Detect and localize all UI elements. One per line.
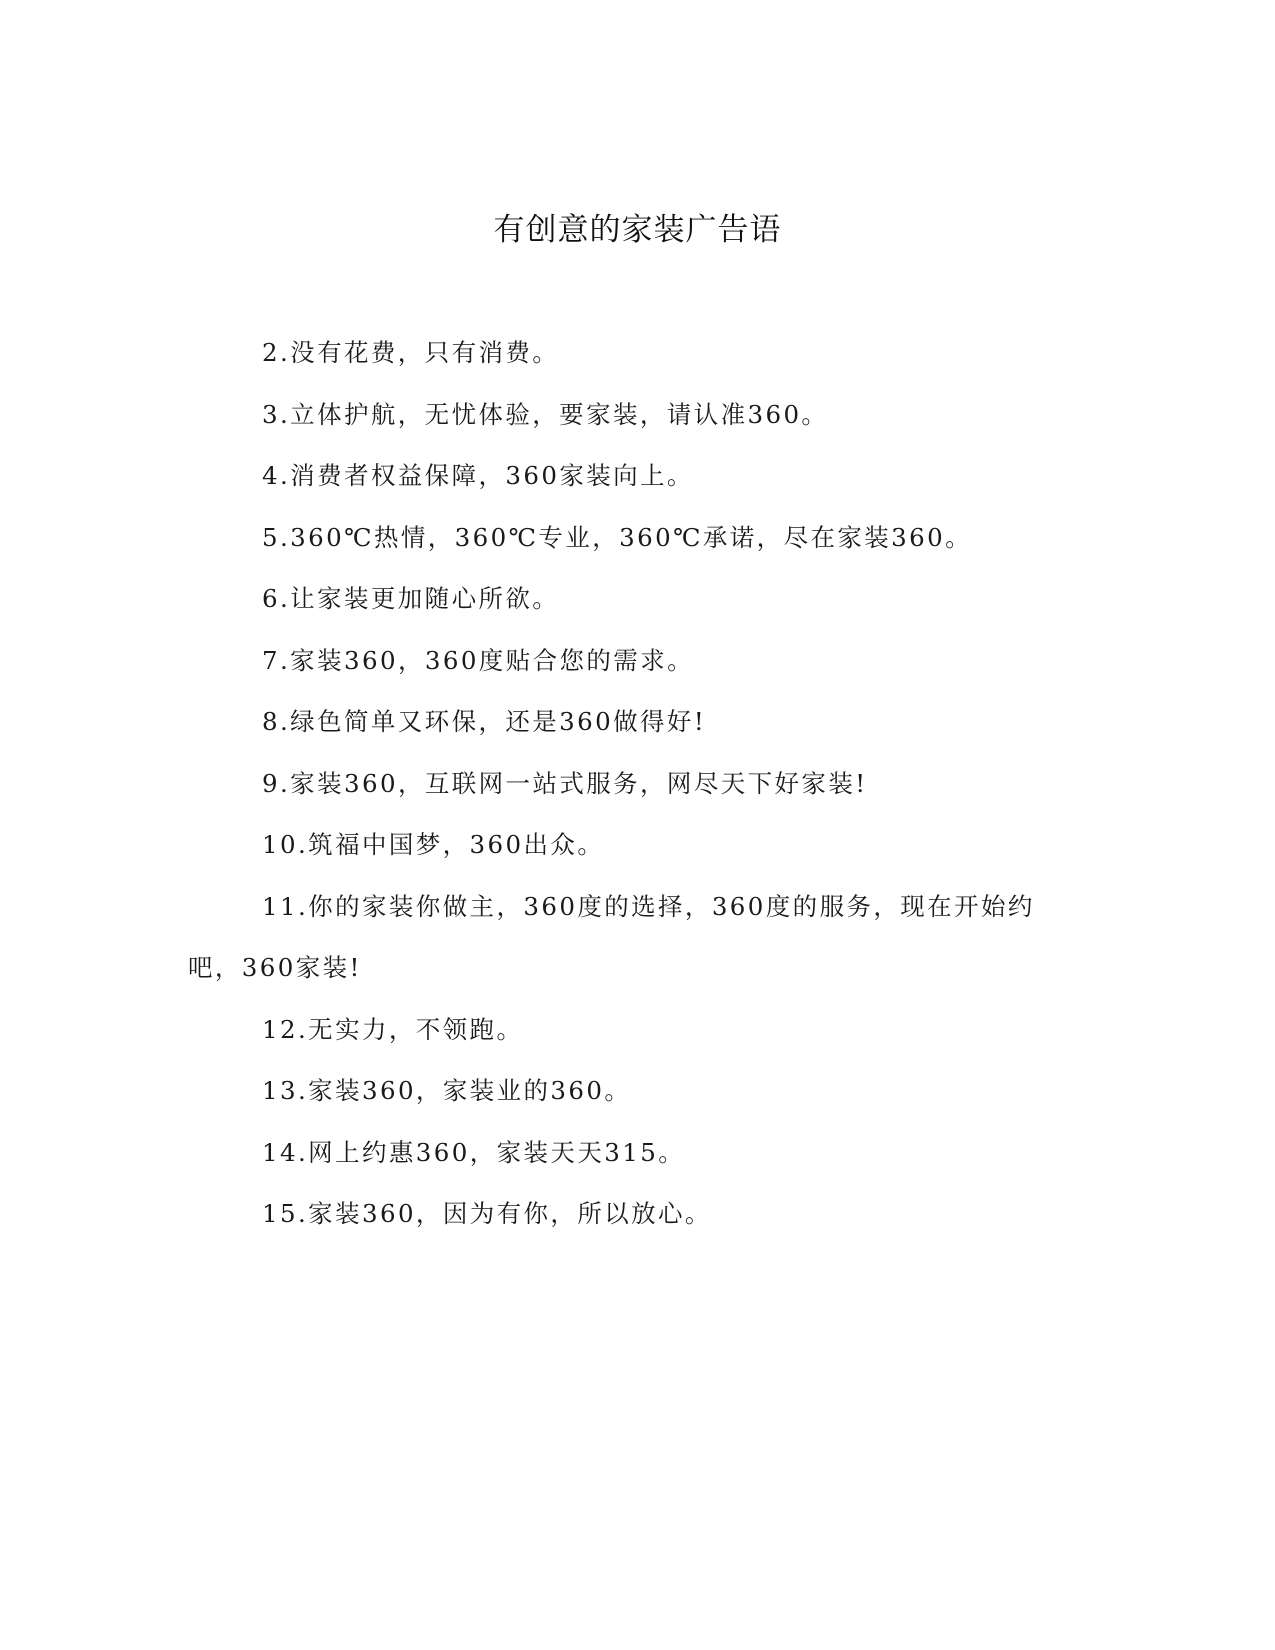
list-item: 4.消费者权益保障，360家装向上。 — [262, 461, 694, 490]
list-item: 10.筑福中国梦，360出众。 — [262, 830, 605, 859]
list-item: 3.立体护航，无忧体验，要家装，请认准360。 — [262, 399, 829, 429]
page-title: 有创意的家装广告语 — [493, 212, 782, 248]
list-item: 15.家装360，因为有你，所以放心。 — [262, 1199, 712, 1228]
list-item: 9.家装360，互联网一站式服务，网尽天下好家装! — [262, 768, 868, 798]
list-item: 6.让家装更加随心所欲。 — [262, 584, 560, 613]
list-item: 5.360℃热情，360℃专业，360℃承诺，尽在家装360。 — [262, 522, 973, 552]
list-item: 14.网上约惠360，家装天天315。 — [262, 1137, 686, 1167]
list-item: 13.家装360，家装业的360。 — [262, 1076, 632, 1105]
list-item: 12.无实力，不领跑。 — [262, 1014, 524, 1044]
list-item: 8.绿色简单又环保，还是360做得好! — [262, 707, 707, 736]
list-item: 11.你的家装你做主，360度的选择，360度的服务，现在开始约吧，360家装! — [188, 891, 1035, 982]
list-item: 2.没有花费，只有消费。 — [262, 338, 560, 367]
list-item: 7.家装360，360度贴合您的需求。 — [262, 645, 695, 675]
slogan-list — [188, 322, 1058, 1245]
